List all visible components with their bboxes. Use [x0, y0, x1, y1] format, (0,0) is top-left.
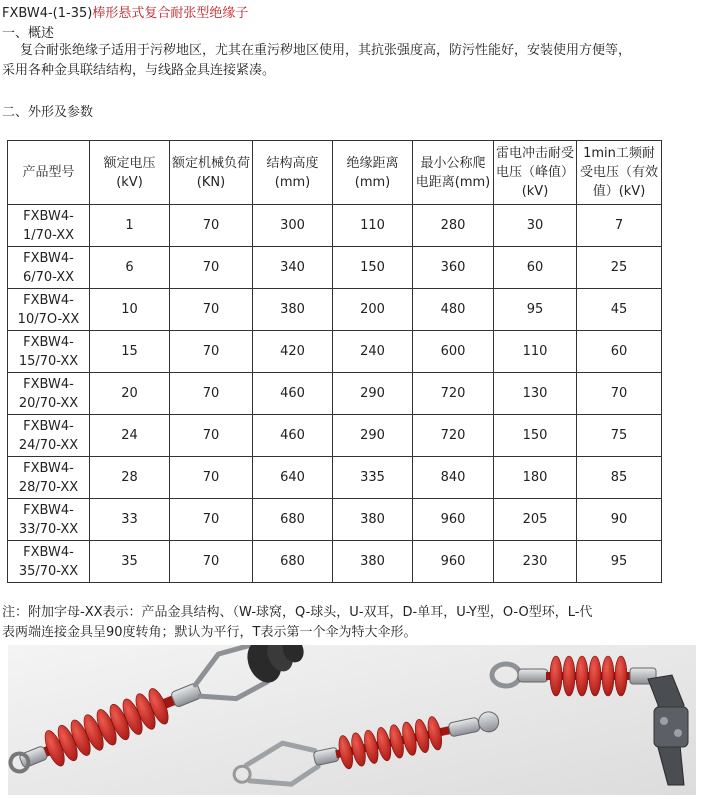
cell-lightning-impulse: 110 — [494, 331, 577, 373]
cell-model: FXBW4-1/70-XX — [8, 205, 90, 247]
cell-structure-height: 680 — [253, 541, 333, 583]
cell-rated-voltage: 1 — [90, 205, 170, 247]
header-lightning-impulse: 雷电冲击耐受电压（峰值）(kV) — [494, 141, 577, 205]
cell-mechanical-load: 70 — [170, 541, 253, 583]
cell-mechanical-load: 70 — [170, 373, 253, 415]
product-photo — [8, 645, 696, 795]
cell-model: FXBW4-24/70-XX — [8, 415, 90, 457]
section-heading-overview: 一、概述 — [2, 26, 55, 41]
cell-power-frequency: 90 — [577, 499, 662, 541]
cell-power-frequency: 95 — [577, 541, 662, 583]
title-highlight: 棒形悬式复合耐张型绝缘子 — [92, 6, 249, 21]
cell-lightning-impulse: 60 — [494, 247, 577, 289]
footnote-line-2: 表两端连接金具呈90度转角；默认为平行，T表示第一个伞为特大伞形。 — [2, 625, 417, 640]
table-row — [8, 541, 662, 583]
cell-insulation-distance: 240 — [333, 331, 413, 373]
cell-lightning-impulse: 180 — [494, 457, 577, 499]
cell-mechanical-load: 70 — [170, 247, 253, 289]
footnote-line-1: 注：附加字母-XX表示：产品金具结构、（W-球窝，Q-球头，U-双耳，D-单耳，U-Y型，O-O型环，L-代 — [2, 605, 593, 620]
cell-structure-height: 680 — [253, 499, 333, 541]
table-row — [8, 247, 662, 289]
page-title — [2, 2, 248, 21]
cell-rated-voltage: 35 — [90, 541, 170, 583]
table-row — [8, 289, 662, 331]
header-rated-voltage: 额定电压(kV) — [90, 141, 170, 205]
cell-rated-voltage: 28 — [90, 457, 170, 499]
overview-line-2: 采用各种金具联结结构，与线路金具连接紧凑。 — [2, 63, 276, 78]
cell-insulation-distance: 110 — [333, 205, 413, 247]
cell-structure-height: 460 — [253, 373, 333, 415]
cell-model: FXBW4-20/70-XX — [8, 373, 90, 415]
header-mechanical-load: 额定机械负荷(KN) — [170, 141, 253, 205]
cell-creepage-distance: 960 — [413, 541, 494, 583]
cell-structure-height: 380 — [253, 289, 333, 331]
cell-creepage-distance: 600 — [413, 331, 494, 373]
table-row — [8, 457, 662, 499]
section-heading-params: 二、外形及参数 — [2, 105, 94, 120]
cell-creepage-distance: 840 — [413, 457, 494, 499]
cell-creepage-distance: 720 — [413, 373, 494, 415]
cell-structure-height: 340 — [253, 247, 333, 289]
cell-model: FXBW4-6/70-XX — [8, 247, 90, 289]
table-row — [8, 373, 662, 415]
cell-structure-height: 640 — [253, 457, 333, 499]
cell-power-frequency: 70 — [577, 373, 662, 415]
cell-power-frequency: 85 — [577, 457, 662, 499]
table-row — [8, 499, 662, 541]
cell-power-frequency: 60 — [577, 331, 662, 373]
cell-power-frequency: 45 — [577, 289, 662, 331]
cell-model: FXBW4-28/70-XX — [8, 457, 90, 499]
table-header-row — [8, 141, 662, 205]
table-row — [8, 415, 662, 457]
cell-rated-voltage: 15 — [90, 331, 170, 373]
cell-mechanical-load: 70 — [170, 331, 253, 373]
cell-creepage-distance: 280 — [413, 205, 494, 247]
cell-lightning-impulse: 150 — [494, 415, 577, 457]
cell-insulation-distance: 290 — [333, 373, 413, 415]
cell-structure-height: 300 — [253, 205, 333, 247]
cell-model: FXBW4-15/70-XX — [8, 331, 90, 373]
cell-power-frequency: 75 — [577, 415, 662, 457]
header-structure-height: 结构高度(mm) — [253, 141, 333, 205]
table-row — [8, 331, 662, 373]
cell-power-frequency: 25 — [577, 247, 662, 289]
cell-mechanical-load: 70 — [170, 457, 253, 499]
cell-insulation-distance: 150 — [333, 247, 413, 289]
header-creepage-distance: 最小公称爬电距离(mm) — [413, 141, 494, 205]
cell-model: FXBW4-33/70-XX — [8, 499, 90, 541]
cell-insulation-distance: 290 — [333, 415, 413, 457]
cell-insulation-distance: 335 — [333, 457, 413, 499]
cell-creepage-distance: 360 — [413, 247, 494, 289]
cell-mechanical-load: 70 — [170, 415, 253, 457]
cell-power-frequency: 7 — [577, 205, 662, 247]
cell-lightning-impulse: 205 — [494, 499, 577, 541]
cell-lightning-impulse: 230 — [494, 541, 577, 583]
title-prefix: FXBW4-(1-35) — [2, 6, 93, 21]
cell-insulation-distance: 200 — [333, 289, 413, 331]
cell-mechanical-load: 70 — [170, 289, 253, 331]
cell-lightning-impulse: 130 — [494, 373, 577, 415]
header-power-frequency: 1min工频耐受电压（有效值）(kV) — [577, 141, 662, 205]
header-insulation-distance: 绝缘距离(mm) — [333, 141, 413, 205]
cell-creepage-distance: 480 — [413, 289, 494, 331]
parameter-table — [7, 140, 662, 583]
overview-line-1: 复合耐张绝缘子适用于污秽地区，尤其在重污秽地区使用，其抗张强度高，防污性能好，安装使用方便等， — [20, 43, 632, 58]
overview-paragraph — [2, 41, 700, 81]
cell-lightning-impulse: 30 — [494, 205, 577, 247]
cell-rated-voltage: 6 — [90, 247, 170, 289]
cell-structure-height: 460 — [253, 415, 333, 457]
cell-lightning-impulse: 95 — [494, 289, 577, 331]
cell-model: FXBW4-35/70-XX — [8, 541, 90, 583]
table-row — [8, 205, 662, 247]
header-model: 产品型号 — [8, 141, 90, 205]
cell-insulation-distance: 380 — [333, 499, 413, 541]
cell-rated-voltage: 20 — [90, 373, 170, 415]
footnote — [2, 603, 700, 643]
cell-model: FXBW4-10/7O-XX — [8, 289, 90, 331]
cell-rated-voltage: 10 — [90, 289, 170, 331]
cell-creepage-distance: 960 — [413, 499, 494, 541]
cell-structure-height: 420 — [253, 331, 333, 373]
cell-mechanical-load: 70 — [170, 205, 253, 247]
cell-rated-voltage: 24 — [90, 415, 170, 457]
cell-rated-voltage: 33 — [90, 499, 170, 541]
cell-creepage-distance: 720 — [413, 415, 494, 457]
cell-insulation-distance: 380 — [333, 541, 413, 583]
cell-mechanical-load: 70 — [170, 499, 253, 541]
